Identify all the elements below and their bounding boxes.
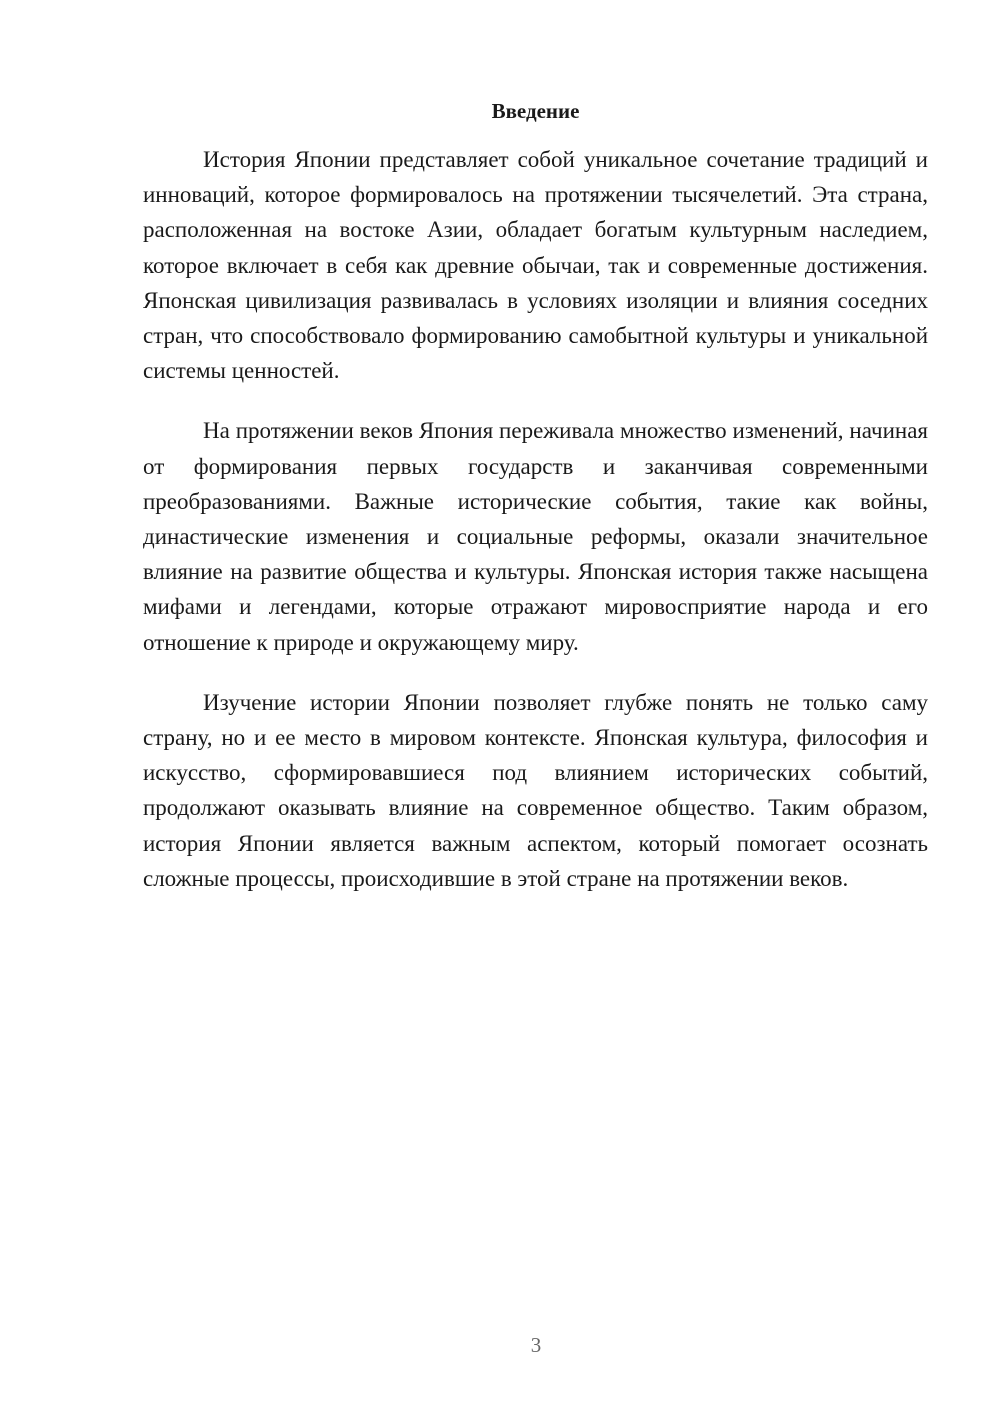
section-heading: Введение [491,99,580,123]
paragraph-1: История Японии представляет собой уникальное сочетание традиций и инноваций, которое формировалось на протяжении тысячелетий. Эта страна, расположенная на востоке Азии, обладает богатым культурным наследием, которое включает в себя как древние обычаи, так и современные достижения. Японская цивилизация развивалась в условиях изоляции и влияния соседних стран, что способствовало формированию самобытной культуры и уникальной системы ценностей. [143,147,928,384]
paragraph-3: Изучение истории Японии позволяет глубже понять не только саму страну, но и ее место в мировом контексте. Японская культура, философия и искусство, сформировавшиеся под влиянием исторических событий, продолжают оказывать влияние на современное общество. Таким образом, история Японии является важным аспектом, который помогает осознать сложные процессы, происходившие в этой стране на протяжении веков. [143,689,928,891]
body-text [143,142,928,921]
page-number: 3 [530,1333,542,1357]
paragraph-2: На протяжении веков Япония переживала множество изменений, начиная от формирования первых государств и заканчивая современными преобразованиями. Важные исторические события, такие как войны, династические изменения и социальные реформы, оказали значительное влияние на развитие общества и культуры. Японская история также насыщена мифами и легендами, которые отражают мировосприятие народа и его отношение к природе и окружающему миру. [143,418,928,655]
